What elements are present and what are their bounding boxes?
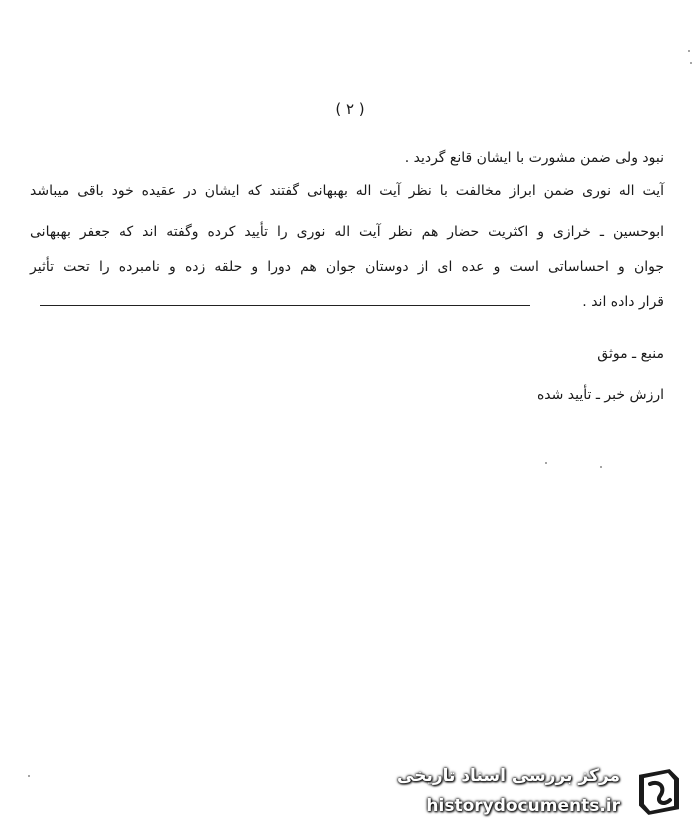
scan-speck	[600, 466, 602, 468]
watermark-title: مرکز بررسی اسناد تاریخی	[397, 766, 620, 786]
scan-speck	[545, 462, 547, 464]
archive-watermark	[396, 760, 686, 826]
scroll-book-logo-icon	[630, 764, 686, 820]
paragraph-line-4: جوان و احساساتی است و عده ای از دوستان جوان هم دورا و حلقه زده و نامبرده را تحت تأثیر	[30, 259, 664, 275]
scan-speck	[28, 775, 30, 777]
paragraph-line-3: ابوحسین ـ خرازی و اکثریت حضار هم نظر آیت اله نوری را تأیید کرده وگفته اند که جعفر بهبهانی	[30, 224, 664, 240]
closing-rule	[40, 305, 530, 306]
scan-speck	[688, 50, 690, 52]
watermark-url: historydocuments.ir	[426, 796, 620, 816]
paragraph-line-2: آیت اله نوری ضمن ابراز مخالفت با نظر آیت اله بهبهانی گفتند که ایشان در عقیده خود باقی میباشد	[30, 183, 664, 199]
paragraph-line-5: قرار داده اند .	[582, 294, 664, 310]
source-line: منبع ـ موثق	[597, 346, 664, 362]
scan-speck	[690, 62, 692, 64]
evaluation-line: ارزش خبر ـ تأیید شده	[536, 387, 664, 403]
page-number: ( ۲ )	[335, 100, 365, 118]
paragraph-line-1: نبود ولی ضمن مشورت با ایشان قانع گردید .	[404, 150, 664, 166]
